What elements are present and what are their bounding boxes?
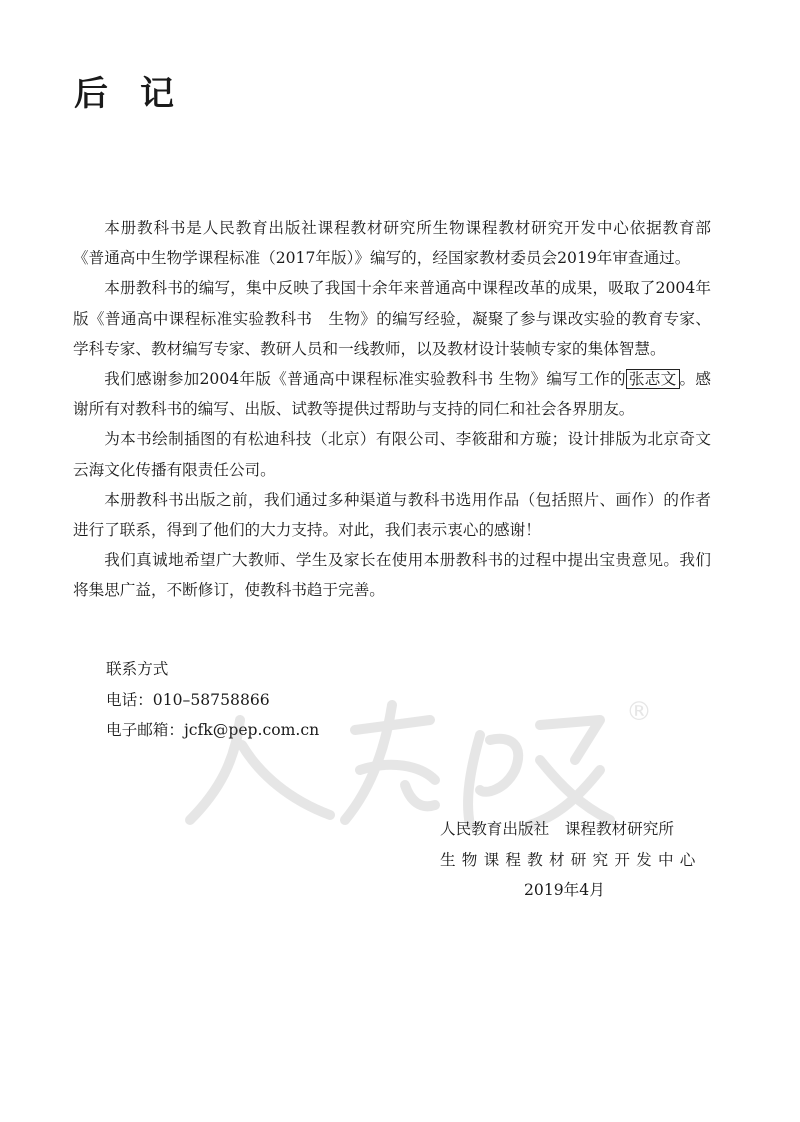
- paragraph-3-end: 。感谢所有对教科书的编写、出版、试教等提供过帮助与支持的同仁和社会各界朋友。: [73, 370, 711, 419]
- contact-heading: 联系方式: [106, 660, 169, 678]
- title-char-2: 记: [140, 74, 180, 114]
- paragraph-2: 本册教科书的编写，集中反映了我国十余年来普通高中课程改革的成果，吸取了2004年版《普通高中课程标准实验教科书 生物》的编写经验，凝聚了参与课改实验的教育专家、学科专家、教材编写专家、教研人员和一线教师，以及教材设计装帧专家的集体智慧。: [73, 279, 711, 358]
- signature-line-1: 人民教育出版社 课程教材研究所: [440, 820, 674, 838]
- boxed-name: 张志文: [626, 369, 680, 389]
- paragraph-3-start: 我们感谢参加2004年版《普通高中课程标准实验教科书 生物》编写工作的: [104, 370, 626, 389]
- postscript-body: [73, 213, 711, 606]
- signature-date: 2019年4月: [524, 881, 605, 900]
- contact-phone: 电话：010–58758866: [106, 690, 270, 709]
- contact-email: 电子邮箱：jcfk@pep.com.cn: [106, 721, 320, 739]
- signature-line-2: 生物课程教材研究开发中心: [440, 850, 702, 869]
- paragraph-1: 本册教科书是人民教育出版社课程教材研究所生物课程教材研究开发中心依据教育部《普通高中生物学课程标准（2017年版）》编写的，经国家教材委员会2019年审查通过。: [73, 219, 711, 268]
- paragraph-6: 我们真诚地希望广大教师、学生及家长在使用本册教科书的过程中提出宝贵意见。我们将集思广益，不断修订，使教科书趋于完善。: [73, 551, 711, 600]
- paragraph-4: 为本书绘制插图的有松迪科技（北京）有限公司、李筱甜和方璇；设计排版为北京奇文云海文化传播有限责任公司。: [73, 430, 711, 479]
- registered-mark: ®: [626, 697, 652, 727]
- page-title: [74, 66, 180, 115]
- paragraph-3: [73, 364, 711, 424]
- signature-block: [440, 814, 730, 906]
- paragraph-5: 本册教科书出版之前，我们通过多种渠道与教科书选用作品（包括照片、画作）的作者进行了联系，得到了他们的大力支持。对此，我们表示衷心的感谢！: [73, 490, 711, 540]
- title-char-1: 后: [74, 74, 114, 114]
